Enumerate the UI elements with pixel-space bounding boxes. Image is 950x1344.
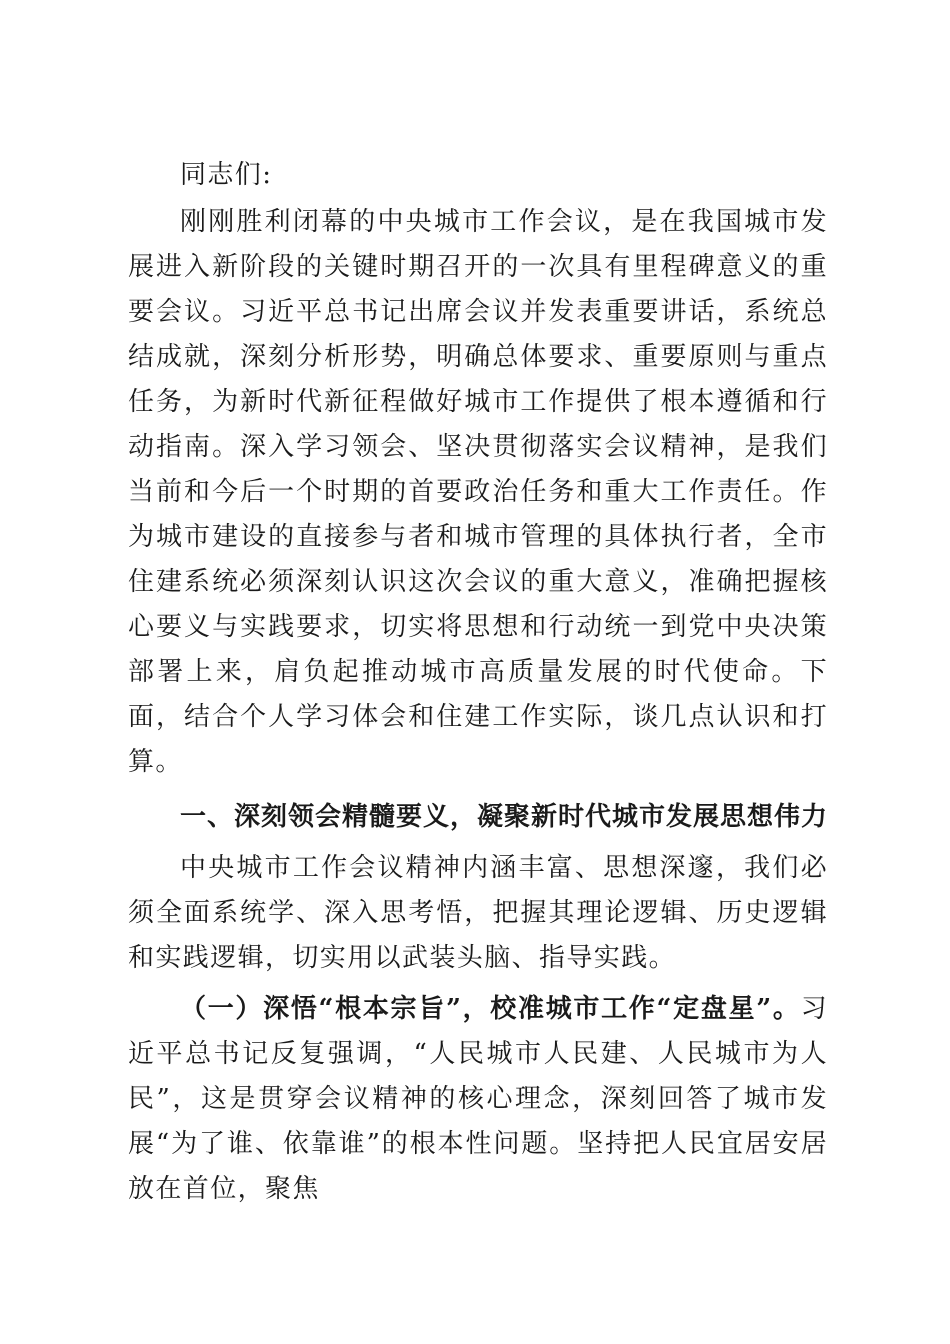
greeting: 同志们:	[180, 160, 273, 190]
section-1-paragraph: 中央城市工作会议精神内涵丰富、思想深邃，我们必须全面系统学、深入思考悟，把握其理论逻辑、历史逻辑和实践逻辑，切实用以武装头脑、指导实践。	[128, 853, 828, 973]
point-1-title: （一）深悟“根本宗旨”，校准城市工作“定盘星”。	[180, 994, 801, 1024]
point-1-paragraph	[128, 987, 828, 1212]
intro-paragraph: 刚刚胜利闭幕的中央城市工作会议，是在我国城市发展进入新阶段的关键时期召开的一次具有里程碑意义的重要会议。习近平总书记出席会议并发表重要讲话，系统总结成就，深刻分析形势，明确总体要求、重要原则与重点任务，为新时代新征程做好城市工作提供了根本遵循和行动指南。深入学习领会、坚决贯彻落实会议精神，是我们当前和今后一个时期的首要政治任务和重大工作责任。作为城市建设的直接参与者和城市管理的具体执行者，全市住建系统必须深刻认识这次会议的重大意义，准确把握核心要义与实践要求，切实将思想和行动统一到党中央决策部署上来，肩负起推动城市高质量发展的时代使命。下面，结合个人学习体会和住建工作实际，谈几点认识和打算。	[128, 207, 828, 777]
section-1-heading: 一、深刻领会精髓要义，凝聚新时代城市发展思想伟力	[180, 802, 829, 832]
point-1-body: 习近平总书记反复强调，“人民城市人民建、人民城市为人民”，这是贯穿会议精神的核心理念，深刻回答了城市发展“为了谁、依靠谁”的根本性问题。坚持把人民宜居安居放在首位，聚焦	[128, 994, 828, 1204]
document-body	[128, 153, 828, 1212]
